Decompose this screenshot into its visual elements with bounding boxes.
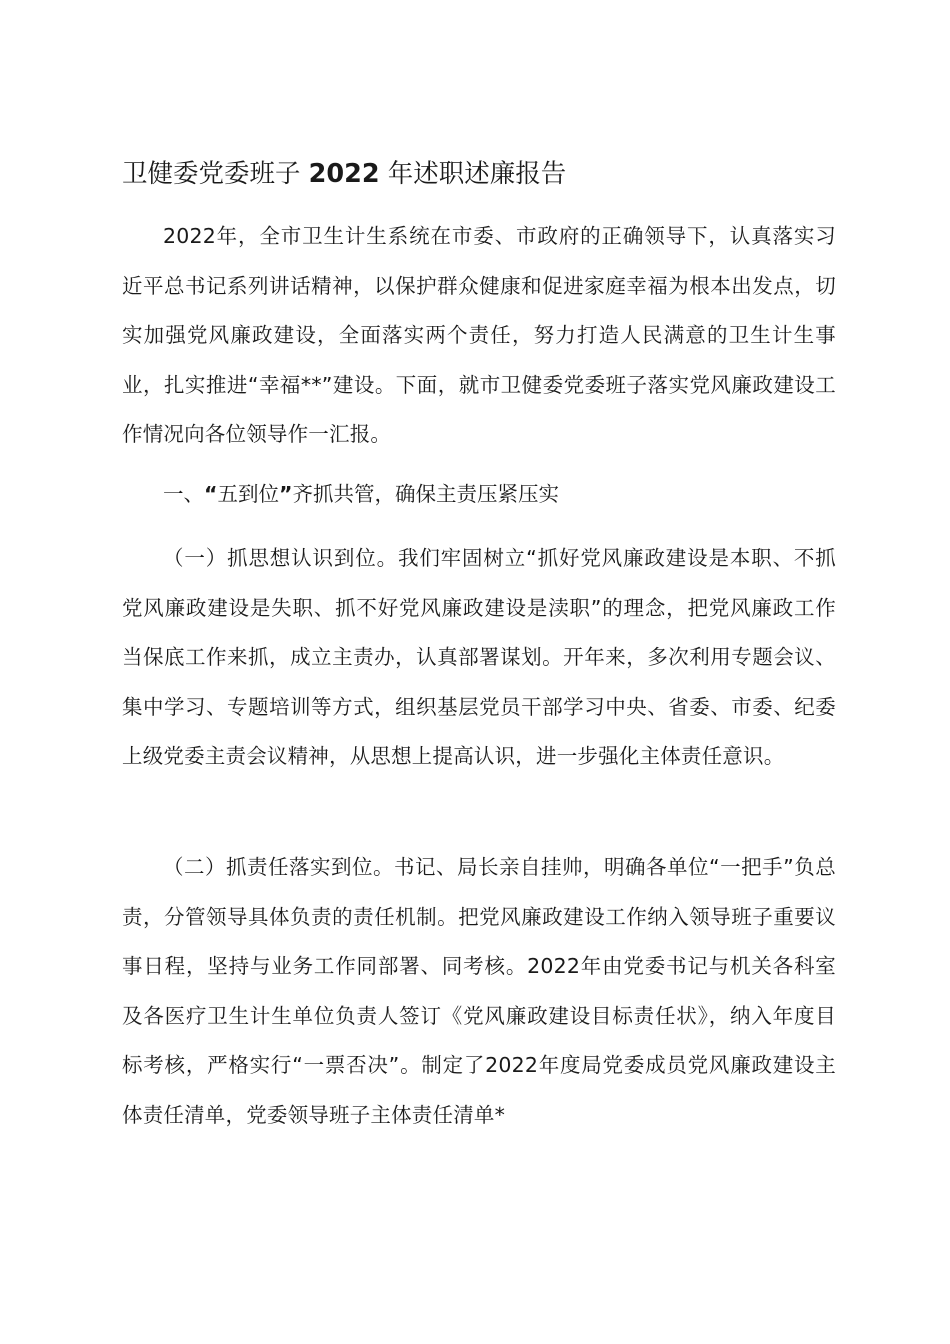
- section-1-heading: [122, 470, 836, 520]
- paragraph-2: （二）抓责任落实到位。书记、局长亲自挂帅，明确各单位“一把手”负总责，分管领导具体负责的责任机制。把党风廉政建设工作纳入领导班子重要议事日程，坚持与业务工作同部署、同考核。2022年由党委书记与机关各科室及各医疗卫生计生单位负责人签订《党风廉政建设目标责任状》，纳入年度目标考核，严格实行“一票否决”。制定了2022年度局党委成员党风廉政建设主体责任清单，党委领导班子主体责任清单*: [122, 855, 836, 1127]
- document-title: [122, 152, 842, 196]
- section-1-quoted-text: 五到位: [217, 482, 279, 506]
- intro-paragraph: 2022年，全市卫生计生系统在市委、市政府的正确领导下，认真落实习近平总书记系列讲话精神，以保护群众健康和促进家庭幸福为根本出发点，切实加强党风廉政建设，全面落实两个责任，努力打造人民满意的卫生计生事业，扎实推进“幸福**”建设。下面，就市卫健委党委班子落实党风廉政建设工作情况向各位领导作一汇报。: [122, 224, 836, 446]
- title-prefix: 卫健委党委班子: [122, 159, 301, 189]
- paragraph-1: （一）抓思想认识到位。我们牢固树立“抓好党风廉政建设是本职、不抓党风廉政建设是失职、抓不好党风廉政建设是渎职”的理念，把党风廉政工作当保底工作来抓，成立主责办，认真部署谋划。开年来，多次利用专题会议、集中学习、专题培训等方式，组织基层党员干部学习中央、省委、市委、纪委上级党委主责会议精神，从思想上提高认识，进一步强化主体责任意识。: [122, 546, 836, 768]
- title-suffix: 年述职述廉报告: [387, 159, 567, 189]
- section-1-quote-open: “: [204, 482, 218, 506]
- title-year: 2022: [308, 159, 380, 189]
- section-1-heading-text: 齐抓共管，确保主责压紧压实: [292, 482, 559, 506]
- section-1-quote-close: ”: [278, 482, 293, 506]
- section-1-number: 一、: [163, 482, 204, 506]
